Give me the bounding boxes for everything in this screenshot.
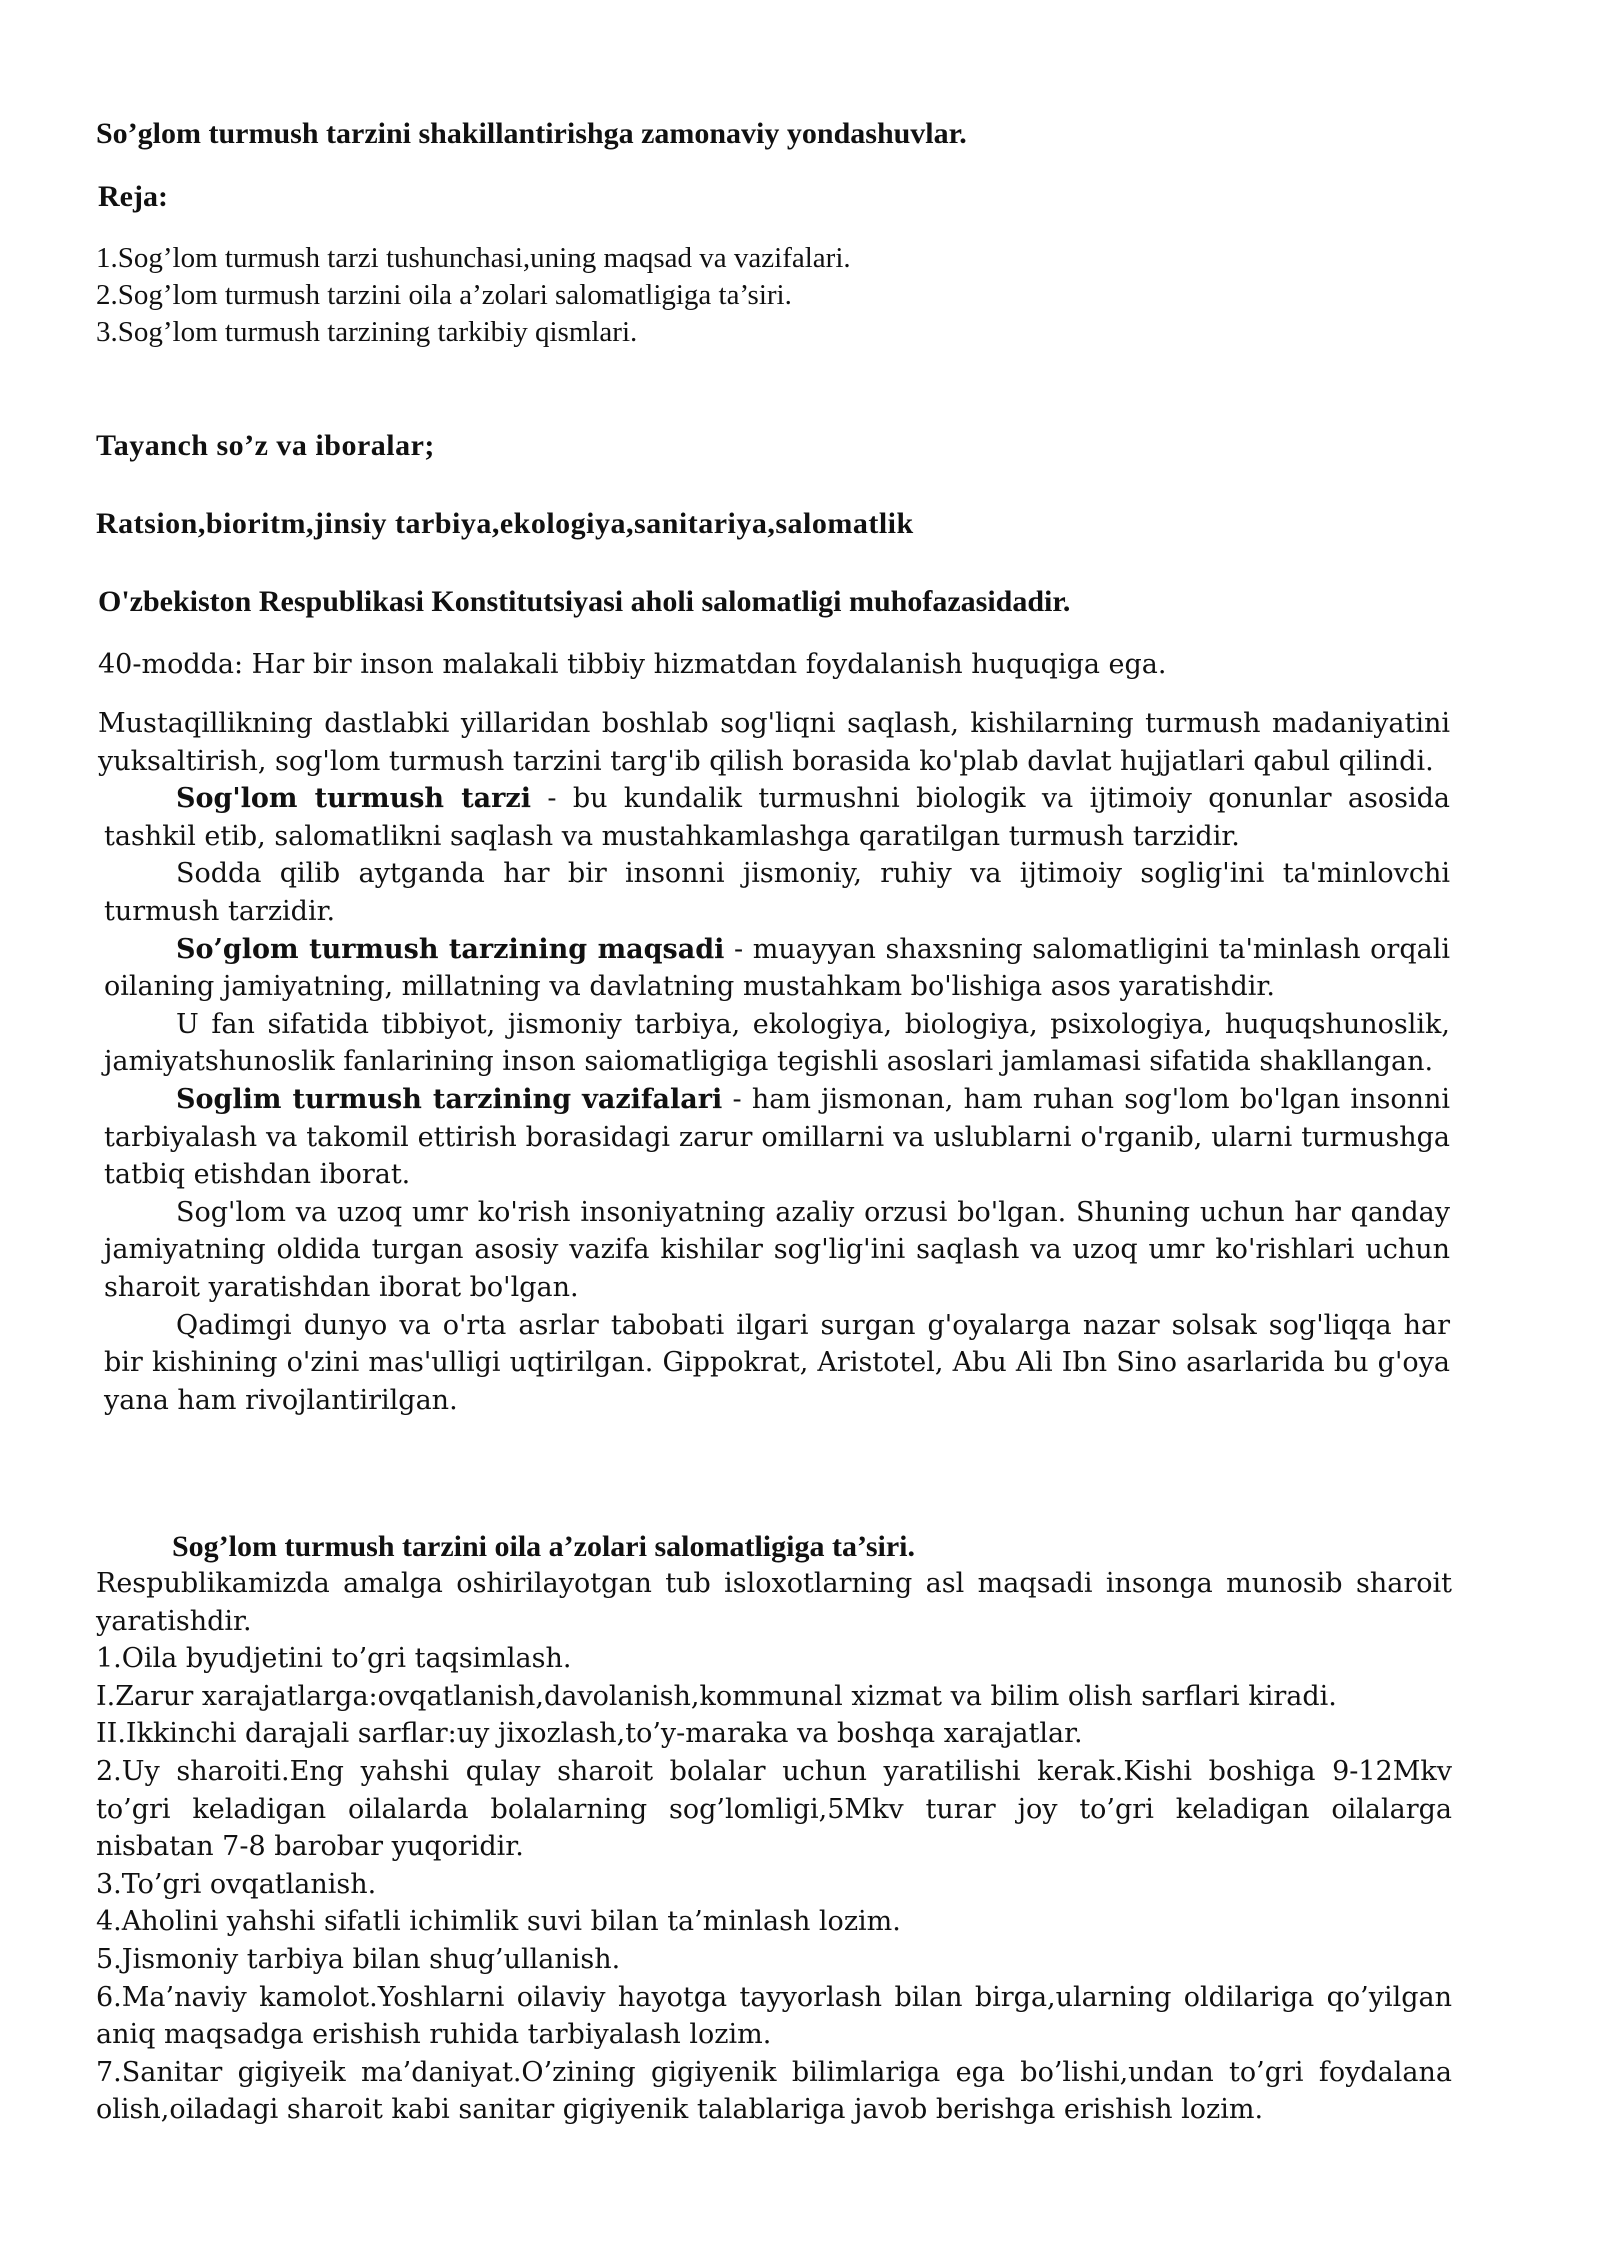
paragraph-simple-definition: Sodda qilib aytganda har bir insonni jismoniy, ruhiy va ijtimoiy soglig'ini ta'minlovchi turmush tarzidir.	[104, 858, 1450, 927]
list-item: 4.Aholini yahshi sifatli ichimlik suvi bilan ta’minlash lozim.	[96, 1906, 901, 1938]
keywords-heading: Tayanch so’z va iboralar;	[96, 429, 435, 462]
list-item: 6.Ma’naviy kamolot.Yoshlarni oilaviy hayotga tayyorlash bilan birga,ularning oldilariga qo’yilgan aniq maqsadga erishish ruhida tarbiyalash lozim.	[96, 1981, 1452, 2051]
list-item: 7.Sanitar gigiyeik ma’daniyat.O’zining gigiyenik bilimlariga ega bo’lishi,undan to’gri foydalana olish,oiladagi sharoit kabi sanitar gigiyenik talablariga javob berishga erishish lozim.	[96, 2056, 1452, 2126]
term-tasks: Soglim turmush tarzining vazifalari	[176, 1083, 723, 1115]
section-heading-family: Sog’lom turmush tarzini oila a’zolari salomatligiga ta’siri.	[172, 1530, 915, 1563]
plan-label: Reja:	[98, 180, 168, 213]
section-intro: Respublikamizda amalga oshirilayotgan tub isloxotlarning asl maqsadi insonga munosib sharoit yaratishdir.	[96, 1568, 1452, 1637]
paragraph-tasks	[98, 1081, 1450, 1194]
paragraph-definition	[98, 780, 1450, 855]
plan-list	[96, 240, 851, 351]
list-item: II.Ikkinchi darajali sarflar:uy jixozlash,to’y-maraka va boshqa xarajatlar.	[96, 1718, 1083, 1750]
plan-item: 1.Sog’lom turmush tarzi tushunchasi,uning maqsad va vazifalari.	[96, 242, 851, 274]
paragraph-ancient-medicine: Qadimgi dunyo va o'rta asrlar tabobati ilgari surgan g'oyalarga nazar solsak sog'liqqa har bir kishining o'zini mas'ulligi uqtirilgan. Gippokrat, Aristotel, Abu Ali Ibn Sino asarlarida bu g'oya yana ham rivojlantirilgan.	[104, 1309, 1450, 1416]
plan-item: 2.Sog’lom turmush tarzini oila a’zolari salomatligiga ta’siri.	[96, 279, 792, 311]
document-title: So’glom turmush tarzini shakillantirishga zamonaviy yondashuvlar.	[96, 117, 967, 150]
list-item: 2.Uy sharoiti.Eng yahshi qulay sharoit bolalar uchun yaratilishi kerak.Kishi boshiga 9-12Mkv to’gri keladigan oilalarda bolalarning sog’lomligi,5Mkv turar joy to’gri keladigan oilalarga nisbatan 7-8 barobar yuqoridir.	[96, 1755, 1452, 1863]
list-item: 1.Oila byudjetini to’gri taqsimlash.	[96, 1643, 572, 1675]
paragraph-independence: Mustaqillikning dastlabki yillaridan boshlab sog'liqni saqlash, kishilarning turmush madaniyatini yuksaltirish, sog'lom turmush tarzini targ'ib qilish borasida ko'plab davlat hujjatlari qabul qilindi.	[98, 708, 1450, 777]
list-item: 3.To’gri ovqatlanish.	[96, 1868, 377, 1900]
article-40: 40-modda: Har bir inson malakali tibbiy hizmatdan foydalanish huquqiga ega.	[98, 649, 1167, 680]
main-body	[98, 705, 1450, 1419]
plan-item: 3.Sog’lom turmush tarzining tarkibiy qismlari.	[96, 316, 638, 348]
paragraph-goal	[98, 931, 1450, 1006]
term-goal: So’glom turmush tarzining maqsadi	[176, 933, 725, 965]
goal-text: - muayyan shaxsning salomatligini ta'minlash orqali oilaning jamiyatning, millatning va davlatning mustahkam bo'lishiga asos yaratishdir.	[104, 933, 1450, 1003]
definition-text: - bu kundalik turmushni biologik va ijtimoiy qonunlar asosida tashkil etib, salomatlikni saqlash va mustahkamlashga qaratilgan turmush tarzidir.	[104, 783, 1450, 852]
paragraph-longevity: Sog'lom va uzoq umr ko'rish insoniyatning azaliy orzusi bo'lgan. Shuning uchun har qanday jamiyatning oldida turgan asosiy vazifa kishilar sog'lig'ini saqlash va uzoq umr ko'rishlari uchun sharoit yaratishdan iborat bo'lgan.	[104, 1196, 1450, 1303]
term-healthy-lifestyle: Sog'lom turmush tarzi	[176, 783, 531, 815]
tasks-text: - ham jismonan, ham ruhan sog'lom bo'lgan insonni tarbiyalash va takomil ettirish borasidagi zarur omillarni va uslublarni o'rganib, ularni turmushga tatbiq etishdan iborat.	[104, 1083, 1450, 1191]
list-item: I.Zarur xarajatlarga:ovqatlanish,davolanish,kommunal xizmat va bilim olish sarflari kiradi.	[96, 1680, 1337, 1712]
paragraph-science: U fan sifatida tibbiyot, jismoniy tarbiya, ekologiya, biologiya, psixologiya, huquqshunoslik, jamiyatshunoslik fanlarining inson saiomatligiga tegishli asoslari jamlamasi sifatida shakllangan.	[104, 1008, 1450, 1078]
constitution-heading: O'zbekiston Respublikasi Konstitutsiyasi aholi salomatligi muhofazasidadir.	[98, 585, 1071, 618]
list-item: 5.Jismoniy tarbiya bilan shug’ullanish.	[96, 1943, 621, 1975]
keywords-list: Ratsion,bioritm,jinsiy tarbiya,ekologiya,sanitariya,salomatlik	[96, 507, 914, 540]
section-family-body	[96, 1565, 1452, 2129]
